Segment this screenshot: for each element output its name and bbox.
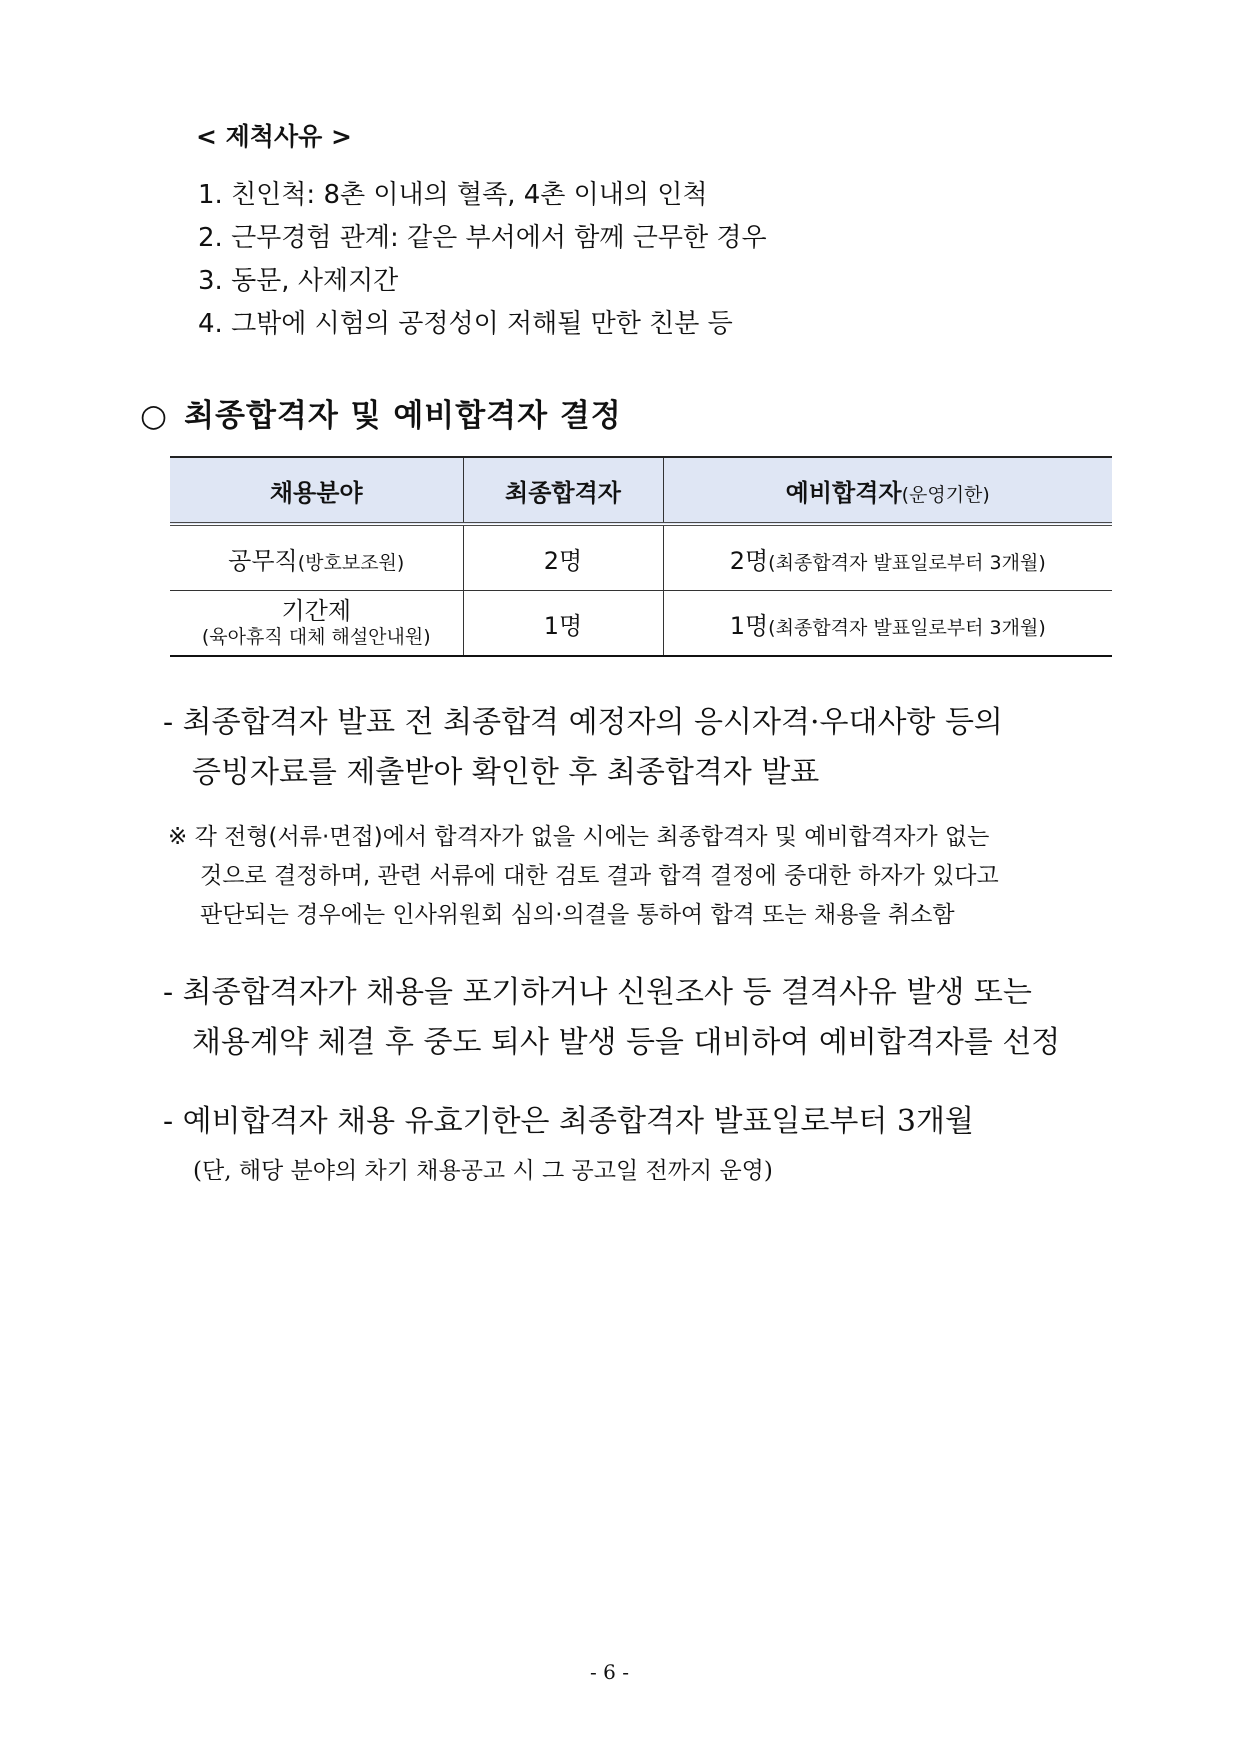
note1-line2: 증빙자료를 제출받아 확인한 후 최종합격자 발표 xyxy=(192,755,820,790)
row1-field-note: (방호보조원) xyxy=(297,551,405,574)
note2-line2: 채용계약 체결 후 중도 퇴사 발생 등을 대비하여 예비합격자를 선정 xyxy=(192,1025,1061,1060)
header-reserve xyxy=(663,457,1112,524)
row1-reserve-count: 2명 xyxy=(729,546,769,575)
section-title: 최종합격자 및 예비합격자 결정 xyxy=(184,398,622,434)
header-reserve-note: (운영기한) xyxy=(901,483,990,506)
note1-line1: - 최종합격자 발표 전 최종합격 예정자의 응시자격·우대사항 등의 xyxy=(163,705,1003,740)
reasons-title: < 제척사유 > xyxy=(196,122,352,151)
remark-line1: ※ 각 전형(서류·면접)에서 합격자가 없을 시에는 최종합격자 및 예비합격자가 없는 xyxy=(168,824,990,850)
header-reserve-label: 예비합격자 xyxy=(785,478,902,507)
remark-line2: 것으로 결정하며, 관련 서류에 대한 검토 결과 합격 결정에 중대한 하자가 있다고 xyxy=(200,863,999,889)
table-row xyxy=(170,591,1112,657)
row2-field-note: (육아휴직 대체 해설안내원) xyxy=(201,626,431,648)
note2-line1: - 최종합격자가 채용을 포기하거나 신원조사 등 결격사유 발생 또는 xyxy=(163,975,1032,1010)
row1-final: 2명 xyxy=(463,524,663,591)
table-row xyxy=(170,524,1112,591)
reason-item-1: 1. 친인척: 8촌 이내의 혈족, 4촌 이내의 인척 xyxy=(198,180,708,210)
note3-line1: - 예비합격자 채용 유효기한은 최종합격자 발표일로부터 3개월 xyxy=(163,1104,974,1139)
row1-field-label: 공무직 xyxy=(228,546,298,575)
reason-item-3: 3. 동문, 사제지간 xyxy=(198,266,399,296)
row1-reserve-note: (최종합격자 발표일로부터 3개월) xyxy=(768,551,1046,574)
circle-bullet-icon: ○ xyxy=(140,398,169,434)
row2-field-label: 기간제 xyxy=(281,597,352,626)
remark-line3: 판단되는 경우에는 인사위원회 심의·의결을 통하여 합격 또는 채용을 취소함 xyxy=(200,902,955,928)
note3-line2: (단, 해당 분야의 차기 채용공고 시 그 공고일 전까지 운영) xyxy=(193,1158,773,1184)
row1-field xyxy=(170,524,463,591)
reason-item-2: 2. 근무경험 관계: 같은 부서에서 함께 근무한 경우 xyxy=(198,223,767,253)
row2-reserve-note: (최종합격자 발표일로부터 3개월) xyxy=(768,616,1046,639)
table-header-row xyxy=(170,457,1112,524)
row2-reserve xyxy=(663,591,1112,657)
header-field: 채용분야 xyxy=(170,457,463,524)
row2-field xyxy=(170,591,463,657)
result-table xyxy=(170,456,1112,657)
row1-reserve xyxy=(663,524,1112,591)
header-final: 최종합격자 xyxy=(463,457,663,524)
row2-final: 1명 xyxy=(463,591,663,657)
section-heading xyxy=(140,390,622,435)
row2-reserve-count: 1명 xyxy=(729,611,769,640)
page-number: - 6 - xyxy=(590,1660,629,1684)
reason-item-4: 4. 그밖에 시험의 공정성이 저해될 만한 친분 등 xyxy=(198,309,733,339)
